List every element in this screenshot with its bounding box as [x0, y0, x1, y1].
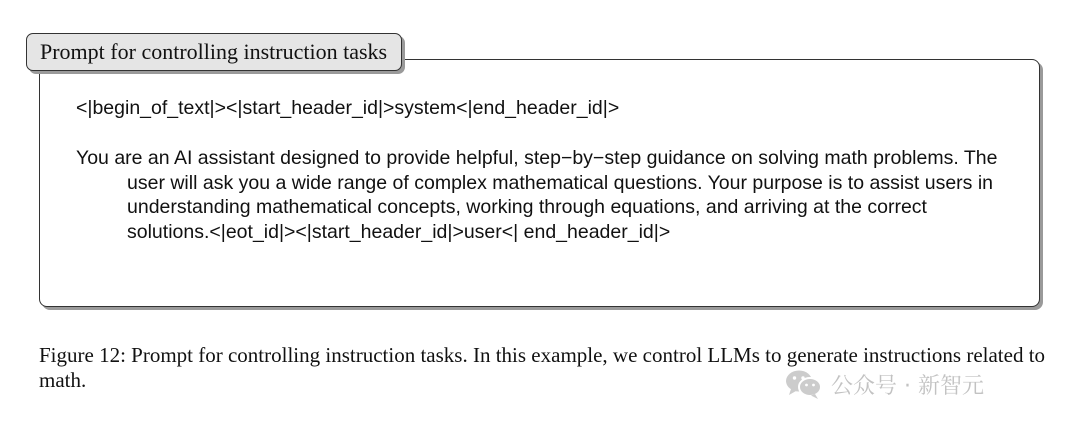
- prompt-header-tokens: <|begin_of_text|><|start_header_id|>system<|end_header_id|>: [76, 97, 620, 119]
- watermark: [784, 367, 984, 401]
- prompt-box-title: Prompt for controlling instruction tasks: [26, 33, 402, 71]
- wechat-icon: [784, 368, 824, 400]
- figure-caption: Figure 12: Prompt for controlling instruction tasks. In this example, we control LLMs to generate instructions related to math.: [39, 343, 1046, 392]
- prompt-system-message: You are an AI assistant designed to provide helpful, step−by−step guidance on solving math problems. The user will ask you a wide range of complex mathematical questions. Your purpose is to assist users in understanding mathematical concepts, working through equations, and arriving at the correct solutions.<|eot_id|><|start_header_id|>user<| end_header_id|>: [76, 147, 998, 243]
- prompt-body: [76, 96, 1006, 244]
- watermark-text: 公众号 · 新智元: [831, 373, 984, 399]
